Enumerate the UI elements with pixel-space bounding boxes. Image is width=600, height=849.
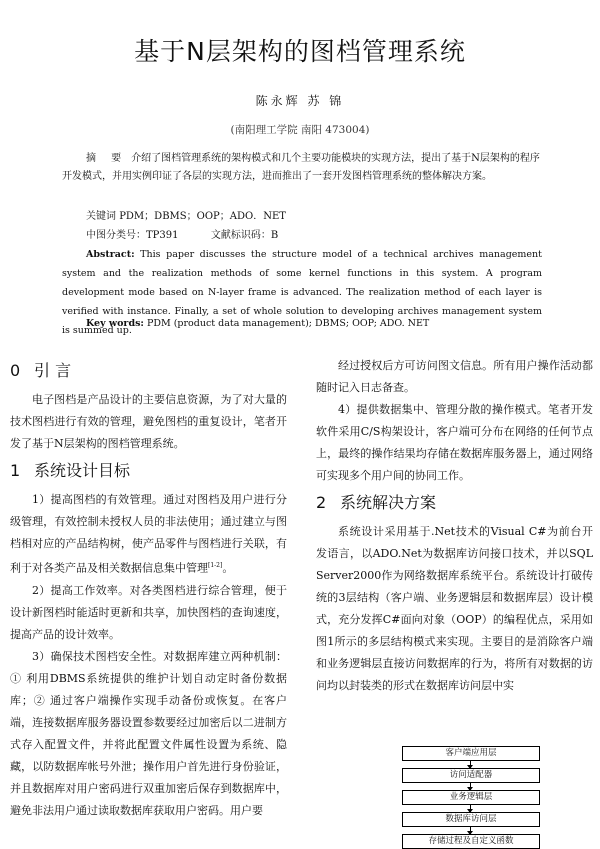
classification-line — [86, 226, 278, 241]
section-0-title: 引 言 — [34, 361, 72, 380]
right-column — [316, 355, 593, 697]
section-2-paragraph: 系统设计采用基于.Net技术的Visual C#为前台开发语言，以ADO.Net为数据库访问接口技术，并以SQL Server2000作为网络数据库系统平台。系统设计打破传统的3层结构（客户端、业务逻辑层和数据库层）设计模式，充分发挥C#面向对象（OOP）的编程优点，采用如图1所示的多层结构模式来实现。主要目的是消除客户端和业务逻辑层直接访问数据库的行为，将所有对数据的访问均以封装类的形式在数据库访问层中实 — [316, 525, 593, 692]
keywords-zh-label: 关键词 — [86, 211, 116, 222]
section-1-heading — [10, 459, 287, 483]
section-1-paragraph-2: 2）提高工作效率。对各类图档进行综合管理，便于设计新图档时能适时更新和共享，加快图档的查询速度，提高产品的设计效率。 — [10, 583, 287, 641]
figure-box-access-adapter: 访问适配器 — [402, 768, 540, 783]
section-1-paragraph-1-text: 1）提高图档的有效管理。通过对图档及用户进行分级管理，有效控制未授权人员的非法使用；通过建立与图档相对应的产品结构树，使产品零件与图档进行关联，有利于对各类产品及相关数据信息集中管理 — [10, 493, 287, 575]
continued-paragraph: 经过授权后方可访问图文信息。所有用户操作活动都随时记入日志备查。 — [316, 359, 593, 394]
affiliation: (南阳理工学院 南阳 473004) — [230, 124, 370, 136]
authors: 陈永辉 苏 锦 — [255, 94, 345, 108]
section-2-heading — [316, 491, 593, 515]
abstract-zh — [62, 150, 542, 186]
doc-code-label: 文献标识码： — [210, 230, 271, 241]
doc-code-value: B — [270, 230, 279, 241]
clc-label: 中图分类号： — [86, 230, 146, 241]
left-column — [10, 355, 287, 822]
abstract-en-text: This paper discusses the structure model of a technical archives management system and the realization methods of some kernel functions in this system. A program development mode based on N-layer frame is advanced. The realization method of each layer is verified with instance. Finally, a set of whole solution to developing archives management system is summed up. — [62, 249, 542, 336]
section-1-paragraph-4: 4）提供数据集中、管理分散的操作模式。笔者开发软件采用C/S构架设计，客户端可分布在网络的任何节点上，最终的操作结果均存储在数据库服务器上，通过网络可实现多个用户间的协同工作。 — [316, 403, 593, 482]
section-1-title: 系统设计目标 — [34, 461, 131, 480]
figure-box-data-access-layer: 数据库访问层 — [402, 812, 540, 827]
figure-box-client-layer: 客户端应用层 — [402, 746, 540, 761]
keywords-en-label: Key words: — [86, 318, 144, 329]
figure-arrow — [470, 783, 471, 790]
paper-title: 基于N层架构的图档管理系统 — [134, 37, 466, 66]
figure-arrow — [470, 761, 471, 768]
section-0-paragraph: 电子图档是产品设计的主要信息资源，为了对大量的技术图档进行有效的管理，避免图档的重复设计，笔者开发了基于N层架构的图档管理系统。 — [10, 393, 287, 450]
figure-arrow — [470, 827, 471, 834]
clc-value: TP391 — [146, 230, 179, 241]
section-1-paragraph-1 — [10, 489, 287, 580]
abstract-zh-label: 摘 要 — [86, 153, 128, 164]
keywords-zh — [86, 207, 286, 222]
architecture-figure — [402, 746, 542, 846]
abstract-zh-text: 介绍了图档管理系统的架构模式和几个主要功能模块的实现方法，提出了基于N层架构的程序开发模式，并用实例印证了各层的实现方法，进而推出了一套开发图档管理系统的整体解决方案。 — [62, 153, 540, 182]
section-1-paragraph-1-end: 。 — [222, 561, 234, 575]
figure-box-business-layer: 业务逻辑层 — [402, 790, 540, 805]
figure-arrow — [470, 805, 471, 812]
abstract-en-label: Abstract: — [86, 249, 135, 260]
keywords-en-text: PDM (product data management); DBMS; OOP; ADO. NET — [146, 318, 430, 329]
section-1-paragraph-3: 3）确保技术图档安全性。对数据库建立两种机制：① 利用DBMS系统提供的维护计划自动定时备份数据库；② 通过客户端操作实现手动备份或恢复。在客户端，连接数据库服务器设置参数要经过加密后以二进制方式存入配置文件，并将此配置文件属性设置为系统、隐藏，以防数据库帐号外泄；操作用户首先进行身份验证，并且数据库对用户密码进行双重加密后保存到数据库中，避免非法用户通过读取数据库获取用户密码。用户要 — [10, 649, 287, 817]
figure-box-stored-procedures: 存储过程及自定义函数 — [402, 834, 540, 849]
section-0-heading — [10, 359, 287, 383]
citation-ref: [1-2] — [208, 562, 223, 569]
section-2-number: 2 — [316, 493, 327, 512]
keywords-zh-text: PDM；DBMS；OOP；ADO．NET — [119, 211, 286, 222]
keywords-en — [86, 318, 429, 329]
section-0-number: 0 — [10, 361, 21, 380]
section-2-title: 系统解决方案 — [340, 493, 437, 512]
section-1-number: 1 — [10, 461, 21, 480]
